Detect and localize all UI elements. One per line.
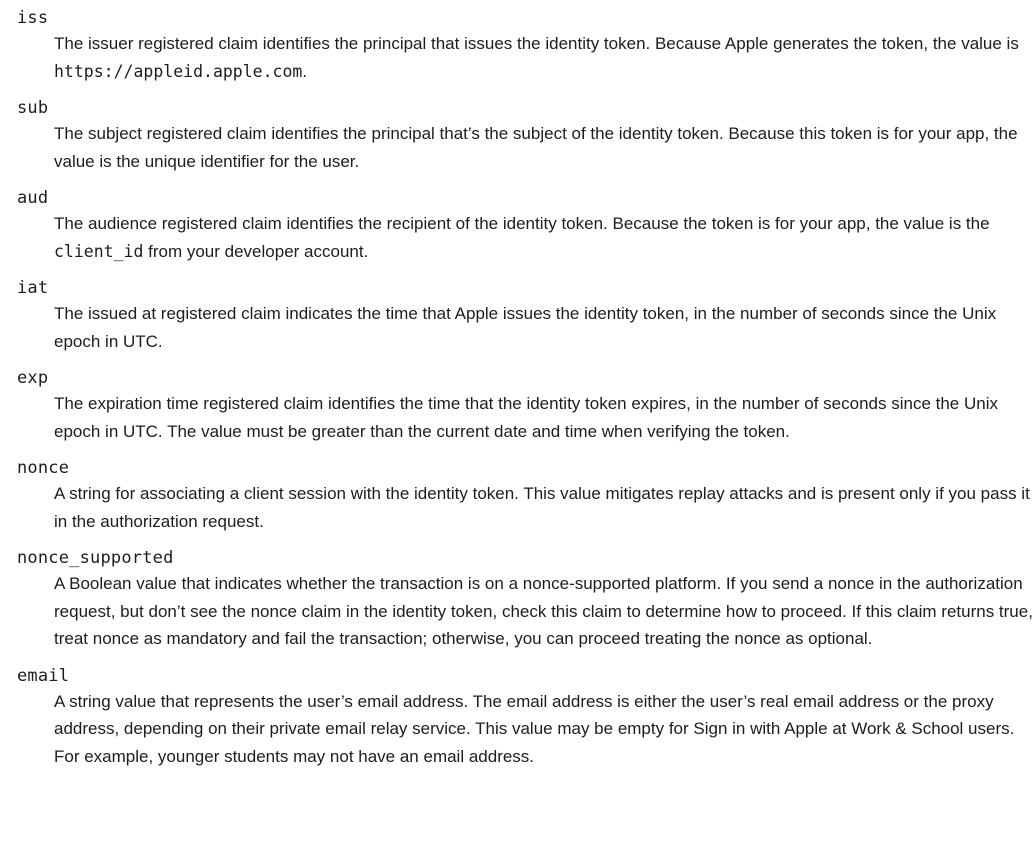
claim-sub [17, 96, 1032, 175]
claim-description [54, 210, 1034, 265]
claim-name: sub [17, 98, 49, 118]
claim-description: The subject registered claim identifies the principal that’s the subject of the identity token. Because this token is for your app, the value is the unique identifier for the user. [54, 124, 1018, 171]
claim-description: A Boolean value that indicates whether the transaction is on a nonce-supported platform. If you send a nonce in the authorization request, but don’t see the nonce claim in the identity token, check this claim to determine how to proceed. If this claim returns true, treat nonce as mandatory and fail the transaction; otherwise, you can proceed treating the nonce as optional. [54, 574, 1033, 648]
claim-code-value: client_id [54, 241, 144, 261]
claims-list [17, 6, 1032, 781]
claim-exp [17, 366, 1032, 445]
claim-description: A string value that represents the user’s email address. The email address is either the user’s real email address or the proxy address, depending on their private email relay service. This value may be empty for Sign in with Apple at Work & School users. For example, younger students may not have an email address. [54, 691, 1015, 766]
claim-nonce-supported [17, 546, 1032, 653]
claim-description: The expiration time registered claim identifies the time that the identity token expires, in the number of seconds since the Unix epoch in UTC. The value must be greater than the current date and time when verifying the token. [54, 394, 998, 441]
claim-code-value: https://appleid.apple.com [54, 61, 303, 81]
claim-name: exp [17, 368, 49, 388]
claim-desc-text: The issuer registered claim identifies the principal that issues the identity token. Because Apple generates the token, the value is [54, 34, 1019, 53]
claim-name: nonce [17, 458, 70, 478]
claim-desc-text-end: from your developer account. [143, 241, 369, 261]
claim-iss [17, 6, 1032, 85]
claim-desc-text-end: . [302, 61, 308, 81]
claim-desc-text: The audience registered claim identifies the recipient of the identity token. Because the token is for your app, the value is the [54, 214, 990, 233]
claim-email [17, 664, 1032, 771]
claim-name: iss [17, 8, 49, 28]
claim-nonce [17, 456, 1032, 535]
claim-description [54, 30, 1034, 85]
claim-description: A string for associating a client session with the identity token. This value mitigates replay attacks and is present only if you pass it in the authorization request. [54, 484, 1030, 531]
claim-name: nonce_supported [17, 548, 174, 568]
claim-iat [17, 276, 1032, 355]
claim-name: aud [17, 188, 49, 208]
claim-name: email [17, 665, 70, 686]
claim-description: The issued at registered claim indicates the time that Apple issues the identity token, in the number of seconds since the Unix epoch in UTC. [54, 304, 997, 351]
claim-aud [17, 186, 1032, 265]
claim-name: iat [17, 278, 49, 298]
